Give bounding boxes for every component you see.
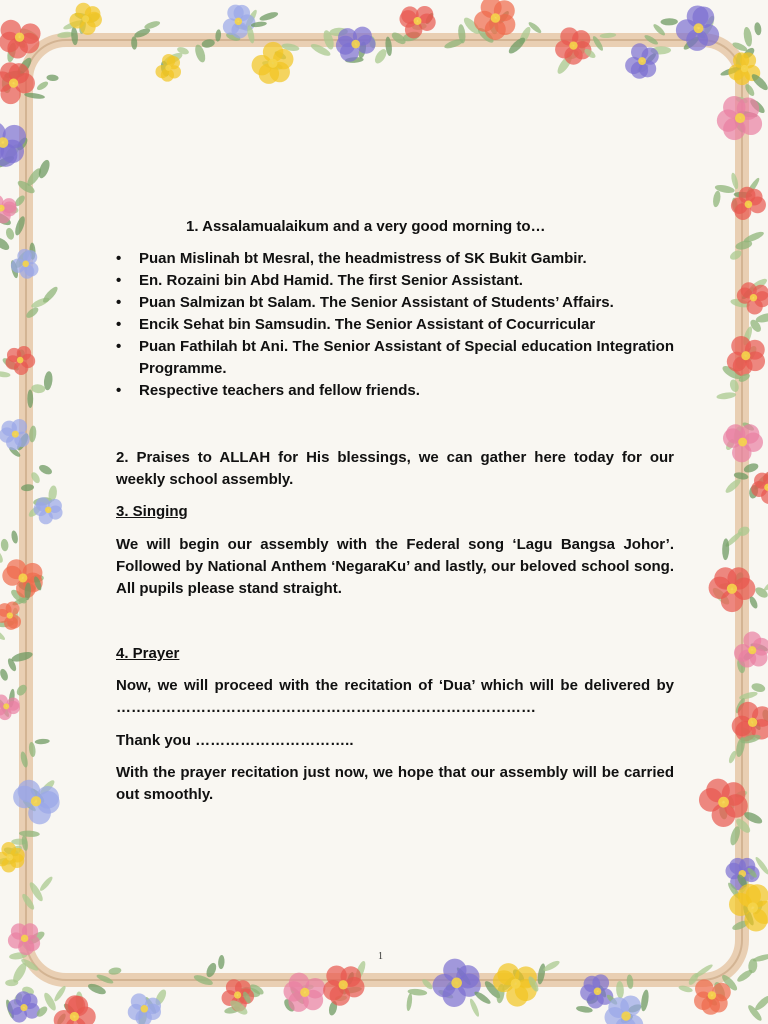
singing-heading: 3. Singing bbox=[116, 503, 188, 520]
page-number: 1 bbox=[378, 951, 383, 962]
list-item: • Puan Salmizan bt Salam. The Senior Assistant of Students’ Affairs. bbox=[116, 292, 674, 314]
list-item: • En. Rozaini bin Abd Hamid. The first Senior Assistant. bbox=[116, 270, 674, 292]
singing-paragraph: We will begin our assembly with the Federal song ‘Lagu Bangsa Johor’. Followed by National Anthem ‘NegaraKu’ and lastly, our beloved school song. All pupils please stand straight. bbox=[116, 536, 674, 597]
bullet-icon: • bbox=[116, 294, 122, 311]
closing-paragraph: With the prayer recitation just now, we hope that our assembly will be carried out smoothly. bbox=[116, 764, 674, 803]
guest-list bbox=[116, 248, 674, 402]
thank-you-line: Thank you ………………………….. bbox=[116, 732, 354, 749]
praise-paragraph: 2. Praises to ALLAH for His blessings, we can gather here today for our weekly school assembly. bbox=[116, 449, 674, 488]
list-item: • Puan Fathilah bt Ani. The Senior Assistant of Special education Integration Programme. bbox=[116, 338, 674, 377]
greeting-title: 1. Assalamualaikum and a very good morning to… bbox=[186, 218, 546, 235]
prayer-heading: 4. Prayer bbox=[116, 645, 180, 662]
bullet-icon: • bbox=[116, 250, 122, 267]
prayer-paragraph: Now, we will proceed with the recitation of ‘Dua’ which will be delivered by ………………………………………………………………………… bbox=[116, 677, 674, 716]
bullet-icon: • bbox=[116, 272, 122, 289]
bullet-icon: • bbox=[116, 382, 122, 399]
list-item: • Puan Mislinah bt Mesral, the headmistress of SK Bukit Gambir. bbox=[116, 248, 674, 270]
bullet-icon: • bbox=[116, 316, 122, 333]
list-item: • Respective teachers and fellow friends. bbox=[116, 380, 674, 402]
list-item: • Encik Sehat bin Samsudin. The Senior Assistant of Cocurricular bbox=[116, 314, 674, 336]
bullet-icon: • bbox=[116, 338, 122, 355]
